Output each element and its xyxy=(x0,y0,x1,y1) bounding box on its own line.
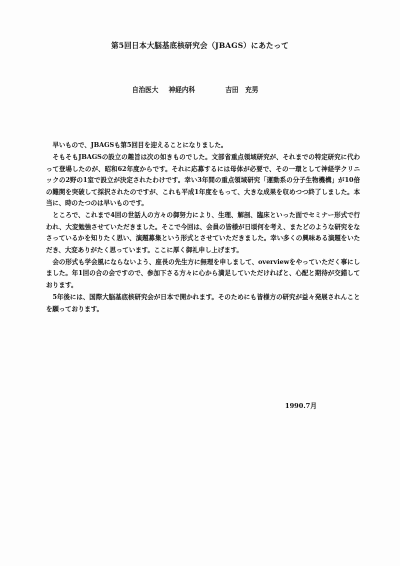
author-department: 神経内科 xyxy=(168,86,196,94)
paragraph: 早いもので、JBAGSも第5回目を迎えることになりました。 xyxy=(52,141,228,149)
author-affiliation: 自治医大 xyxy=(132,86,159,94)
author-line xyxy=(132,84,258,94)
document-body xyxy=(46,140,360,316)
author-name: 吉田 充男 xyxy=(225,86,259,94)
document-title: 第5回日本大脳基底核研究会（JBAGS）にあたって xyxy=(111,41,289,50)
document-date: 1990.7月 xyxy=(285,402,317,410)
paragraph: 5年後には、国際大脳基底核研究会が日本で開かれます。そのためにも皆様方の研究が益々発展されんことを願っております。 xyxy=(46,293,360,313)
paragraph: ところで、これまで4回の世話人の方々の御努力により、生理、解剖、臨床といった面でセミナー形式で行われ、大変勉強させていただきました。そこで今回は、会員の皆様が日頃何を考え、またどのような研究をなさっているかを知りたく思い、演題募集という形式とさせていただきました。幸い多くの興味ある演題をいただき、大変ありがたく思っています。ここに厚く御礼申し上げます。 xyxy=(46,211,360,254)
paragraph: 会の形式も学会風にならないよう、座長の先生方に無理を申しまして、overviewをやっていただく事にしました。年1回の合の会ですので、参加下さる方々に心から満足していただければと、心配と期待が交錯しております。 xyxy=(46,258,360,289)
paragraph: そもそもJBAGSの設立の趣旨は次の如きものでした。文部省重点領域研究が、それまでの特定研究に代わって登場したのが、昭和62年度からです。それに応募するには母体が必要で、その一環として神経学クリニックの2野の1室で設立が決定されたわけです。幸い3年間の重点領域研究「運動系の分子生物機構」が10倍の難関を突破して採択されたのですが、これも平成1年度をもって、大きな成果を収めつつ終了しました。本当に、時のたつのは早いものです。 xyxy=(46,153,360,208)
